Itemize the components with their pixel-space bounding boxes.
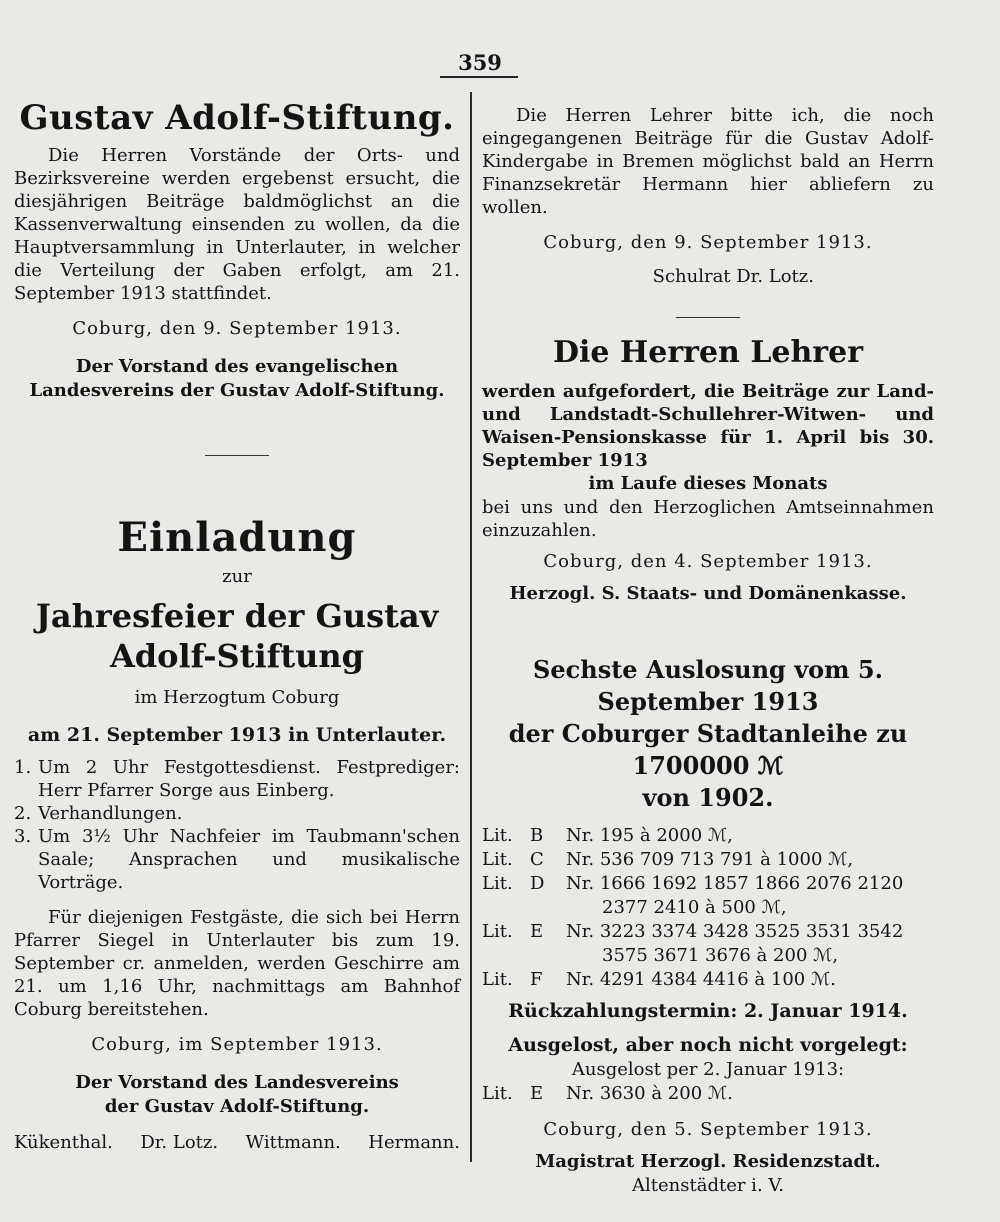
lit-label: Lit. [482,1083,513,1104]
right-column [482,104,934,1198]
signatory-names [14,1131,460,1155]
repayment-date: Rückzahlungstermin: 2. Januar 1914. [508,1000,908,1022]
program-list [14,756,460,894]
lit-numbers: Nr. 3223 3374 3428 3525 3531 3542 [566,921,904,942]
lit-letter [530,944,566,968]
magistrate-signatory: Altenstädter i. V. [632,1175,784,1196]
invitation-place: im Herzogtum Coburg [134,687,340,708]
board-signature-line1: Der Vorstand des evangelischen [75,356,399,377]
lottery-list [482,824,934,992]
program-item [14,802,460,825]
teachers-notice-date: Coburg, den 9. September 1913. [543,232,873,253]
program-item-text: Verhandlungen. [38,803,183,824]
lottery-row [482,896,934,920]
lottery-row [482,944,934,968]
pension-payment: bei uns und den Herzoglichen Amtseinnahmen einzuzahlen. [482,497,934,541]
lit-label: Lit. [482,825,513,846]
section-divider [205,455,269,456]
signatory-name: Wittmann. [245,1132,341,1153]
lit-numbers: 2377 2410 à 500 ℳ, [602,897,787,918]
lottery-row [482,872,934,896]
lit-label: Lit. [482,873,513,894]
lit-letter: F [530,969,543,990]
page-number-rule [440,76,518,78]
program-item-number: 1. [14,757,32,778]
treasury-signature: Herzogl. S. Staats- und Domänenkasse. [509,583,907,604]
lottery-title-line1: Sechste Auslosung vom 5. September 1913 [533,655,883,716]
lottery-row [482,824,934,848]
school-council-signature: Schulrat Dr. Lotz. [652,266,814,287]
invitation-event: Jahresfeier der Gustav Adolf-Stiftung [35,597,439,675]
pension-notice: werden aufgefordert, die Beiträge zur Land- und Landstadt-Schullehrer-Witwen- und Waisen-Pensionskasse für 1. April bis 30. September 1913 [482,381,934,471]
signatory-name: Hermann. [368,1132,460,1153]
gustav-adolf-heading: Gustav Adolf-Stiftung. [19,98,455,138]
lit-label [482,944,530,968]
drawn-not-presented: Ausgelost, aber noch nicht vorgelegt: [508,1034,908,1056]
lit-letter: E [530,921,544,942]
invitation-date: am 21. September 1913 in Unterlauter. [27,724,447,746]
pension-notice-date: Coburg, den 4. September 1913. [543,551,873,572]
signatory-name: Dr. Lotz. [140,1132,219,1153]
lit-label: Lit. [482,969,513,990]
lottery-row [482,848,934,872]
guests-notice: Für diejenigen Festgäste, die sich bei Herrn Pfarrer Siegel in Unterlauter bis zum 19. September cr. anmelden, werden Geschirre am 21. um 1,16 Uhr, nachmittags am Bahnhof Coburg bereitstehen. [14,907,460,1020]
program-item-number: 2. [14,803,32,824]
lit-numbers: 3575 3671 3676 à 200 ℳ, [602,945,839,966]
teachers-notice: Die Herren Lehrer bitte ich, die noch eingegangenen Beiträge für die Gustav Adolf-Kindergabe in Bremen möglichst bald an Herrn Finanzsekretär Hermann hier abliefern zu wollen. [482,105,934,218]
teachers-heading: Die Herren Lehrer [552,335,864,370]
state-board-signature-line1: Der Vorstand des Landesvereins [75,1072,399,1093]
lottery-row [482,968,934,992]
lottery-date: Coburg, den 5. September 1913. [543,1119,873,1140]
state-board-signature-line2: der Gustav Adolf-Stiftung. [104,1096,370,1117]
section-divider [676,317,740,318]
signatory-name: Kükenthal. [14,1132,113,1153]
lit-letter: E [530,1083,544,1104]
lottery-title-line3: von 1902. [642,783,774,812]
program-item-text: Um 2 Uhr Festgottesdienst. Festprediger: Herr Pfarrer Sorge aus Einberg. [38,757,460,801]
lit-numbers: Nr. 4291 4384 4416 à 100 ℳ. [566,969,836,990]
lit-label: Lit. [482,921,513,942]
page-number: 359 [458,50,502,75]
lit-numbers: Nr. 195 à 2000 ℳ, [566,825,733,846]
lit-label: Lit. [482,849,513,870]
lit-letter [530,896,566,920]
notice-date: Coburg, den 9. September 1913. [72,318,402,339]
lit-letter: D [530,873,545,894]
lit-numbers: Nr. 1666 1692 1857 1866 2076 2120 [566,873,904,894]
lottery-row [482,920,934,944]
drawn-lot-row [482,1082,934,1106]
program-item [14,756,460,802]
lottery-title-line2: der Coburger Stadtanleihe zu 1700000 ℳ [508,719,908,780]
invitation-title: Einladung [117,514,357,561]
board-signature-line2: Landesvereins der Gustav Adolf-Stiftung. [29,380,445,401]
program-item-text: Um 3½ Uhr Nachfeier im Taubmann'schen Saale; Ansprachen und musikalische Vorträge. [38,826,460,893]
drawn-per: Ausgelost per 2. Januar 1913: [571,1059,845,1080]
lit-numbers: Nr. 3630 à 200 ℳ. [566,1083,733,1104]
invitation-date-line: Coburg, im September 1913. [91,1034,383,1055]
lit-letter: C [530,849,544,870]
pension-deadline: im Laufe dieses Monats [588,473,828,494]
lit-letter: B [530,825,544,846]
magistrate-signature: Magistrat Herzogl. Residenzstadt. [535,1151,881,1172]
column-divider [470,92,472,1162]
lit-label [482,896,530,920]
program-item [14,825,460,894]
program-item-number: 3. [14,826,32,847]
contributions-notice: Die Herren Vorstände der Orts- und Bezirksvereine werden ergebenst ersucht, die diesjährigen Beiträge baldmöglichst an die Kassenverwaltung einsenden zu wollen, da die Hauptversammlung in Unterlauter, in welcher die Verteilung der Gaben erfolgt, am 21. September 1913 stattfindet. [14,145,460,304]
lit-numbers: Nr. 536 709 713 791 à 1000 ℳ, [566,849,854,870]
left-column [14,96,460,1155]
invitation-zur: zur [222,566,252,587]
